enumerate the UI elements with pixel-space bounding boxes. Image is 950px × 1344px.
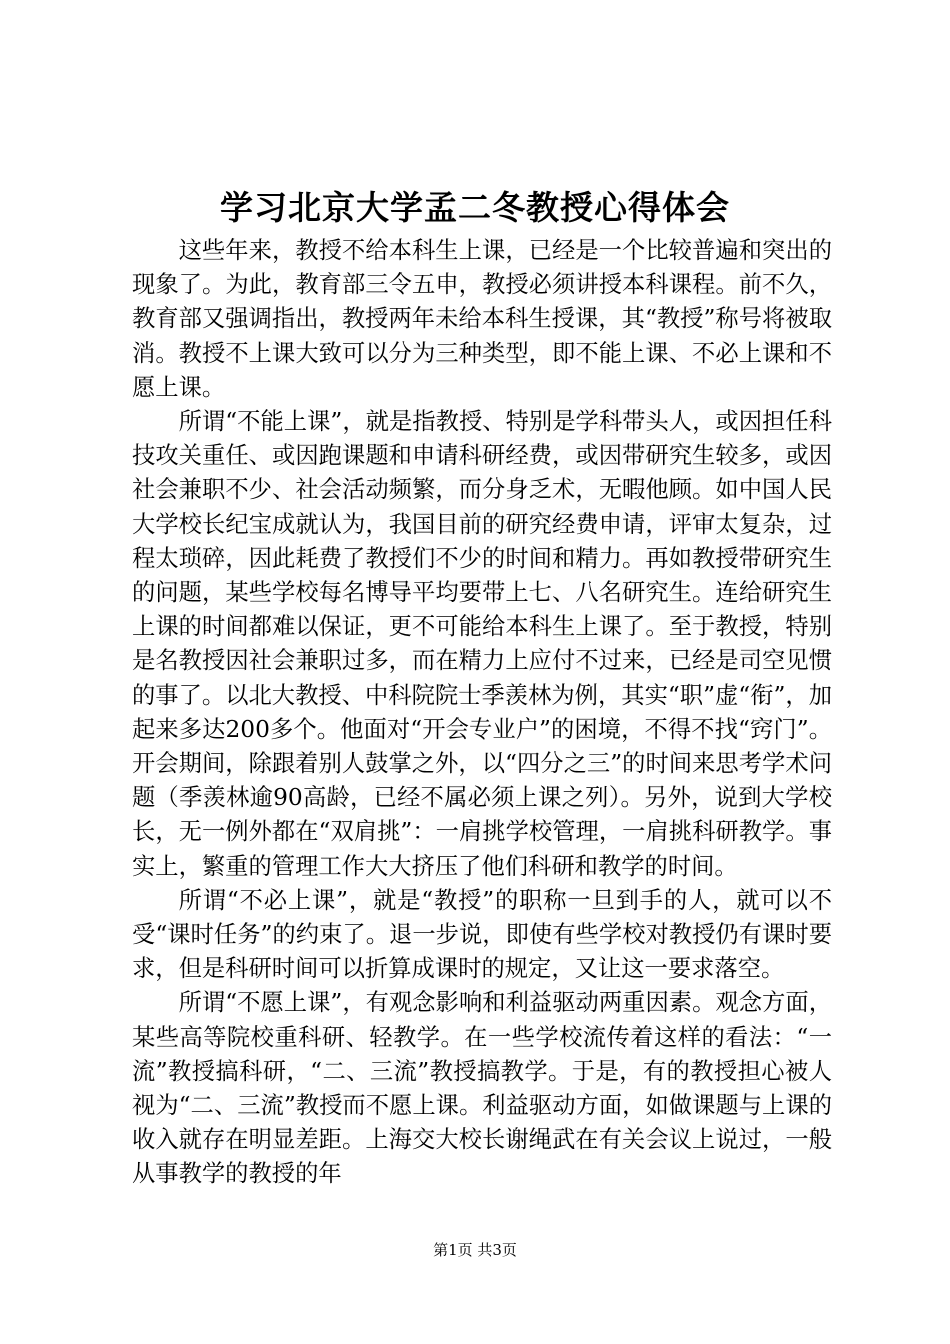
page-footer: 第1页 共3页 [433,1241,517,1259]
paragraph: 所谓“不能上课”，就是指教授、特别是学科带头人，或因担任科技攻关重任、或因跑课题和申请科研经费，或因带研究生较多，或因社会兼职不少、社会活动频繁，而分身乏术，无暇他顾。如中国人民大学校长纪宝成就认为，我国目前的研究经费申请，评审太复杂，过程太琐碎，因此耗费了教授们不少的时间和精力。再如教授带研究生的问题，某些学校每名博导平均要带上七、八名研究生。连给研究生上课的时间都难以保证，更不可能给本科生上课了。至于教授，特别是名教授因社会兼职过多，而在精力上应付不过来，已经是司空见惯的事了。以北大教授、中科院院士季羡林为例，其实“职”虚“衔”，加起来多达200多个。他面对“开会专业户”的困境，不得不找“窍门”。开会期间，除跟着别人鼓掌之外，以“四分之三”的时间来思考学术问题（季羡林逾90高龄，已经不属必须上课之列）。另外，说到大学校长，无一例外都在“双肩挑”：一肩挑学校管理，一肩挑科研教学。事实上，繁重的管理工作大大挤压了他们科研和教学的时间。 [132,408,832,880]
paragraph: 这些年来，教授不给本科生上课，已经是一个比较普遍和突出的现象了。为此，教育部三令五申，教授必须讲授本科课程。前不久，教育部又强调指出，教授两年未给本科生授课，其“教授”称号将被取消。教授不上课大致可以分为三种类型，即不能上课、不必上课和不愿上课。 [132,237,832,401]
document-title: 学习北京大学孟二冬教授心得体会 [220,188,730,227]
paragraph: 所谓“不愿上课”，有观念影响和利益驱动两重因素。观念方面，某些高等院校重科研、轻教学。在一些学校流传着这样的看法：“一流”教授搞科研，“二、三流”教授搞教学。于是，有的教授担心被人视为“二、三流”教授而不愿上课。利益驱动方面，如做课题与上课的收入就存在明显差距。上海交大校长谢绳武在有关会议上说过，一般从事教学的教授的年 [132,989,832,1188]
paragraph: 所谓“不必上课”，就是“教授”的职称一旦到手的人，就可以不受“课时任务”的约束了。退一步说，即使有些学校对教授仍有课时要求，但是科研时间可以折算成课时的规定，又让这一要求落空。 [132,886,832,983]
document-body [132,234,832,1192]
